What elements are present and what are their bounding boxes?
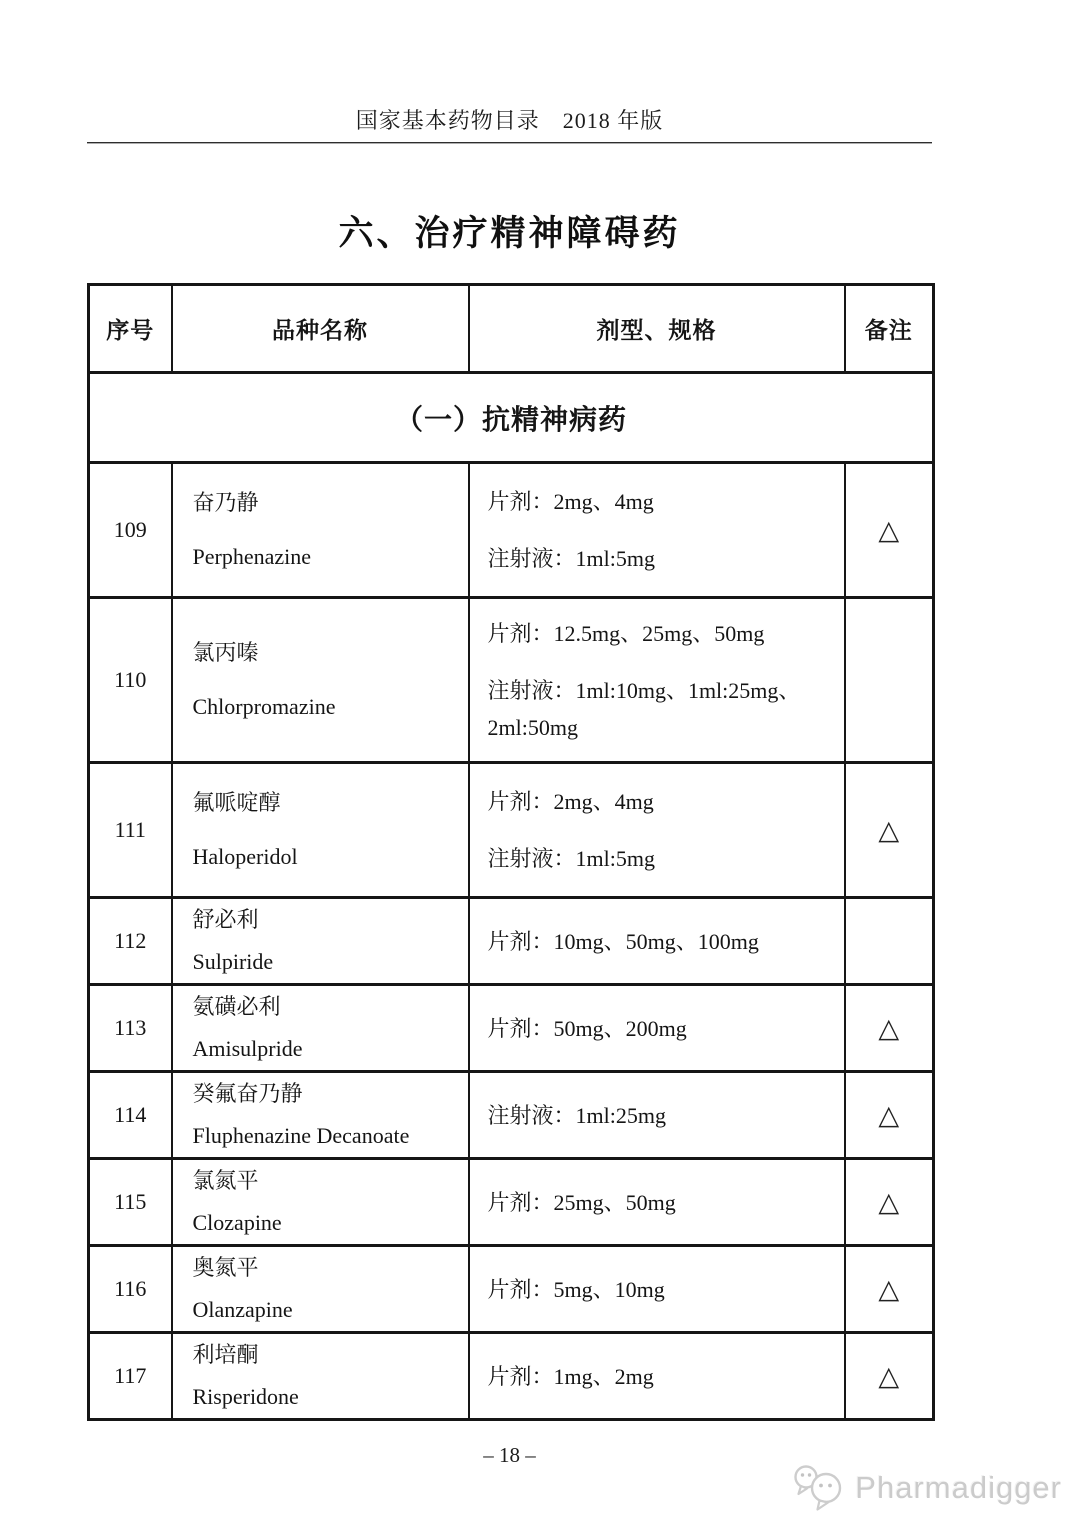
row-number: 117 <box>89 1333 172 1420</box>
drug-name-en: Fluphenazine Decanoate <box>192 1123 410 1148</box>
row-number: 115 <box>89 1159 172 1246</box>
spec-line: 片剂：25mg、50mg <box>487 1189 676 1215</box>
spec-line: 片剂：12.5mg、25mg、50mg <box>487 620 765 646</box>
group-header: （一）抗精神病药 <box>89 373 934 463</box>
drug-name-cn: 舒必利 <box>192 907 259 932</box>
drug-name-cell <box>172 898 469 985</box>
spec-cell <box>469 1159 845 1246</box>
drug-name-cell <box>172 985 469 1072</box>
spec-cell <box>469 1246 845 1333</box>
row-number: 111 <box>89 763 172 898</box>
row-number: 116 <box>89 1246 172 1333</box>
group-header-row <box>89 373 934 463</box>
spec-cell <box>469 763 845 898</box>
spec-cell <box>469 898 845 985</box>
drug-name-en: Perphenazine <box>192 544 311 569</box>
spec-line: 注射液：1ml:25mg <box>487 1102 666 1128</box>
drug-name-cn: 奋乃静 <box>192 490 259 515</box>
remark-cell <box>845 598 934 763</box>
table-row <box>89 1333 934 1420</box>
table-row <box>89 598 934 763</box>
remark-cell: △ <box>845 1333 934 1420</box>
spec-line: 片剂：1mg、2mg <box>487 1363 654 1389</box>
spec-cell <box>469 985 845 1072</box>
drug-name-en: Risperidone <box>192 1384 299 1409</box>
header-rule <box>87 142 932 144</box>
row-number: 110 <box>89 598 172 763</box>
drug-name-cell <box>172 1159 469 1246</box>
drug-name-en: Amisulpride <box>192 1036 303 1061</box>
remark-cell: △ <box>845 1159 934 1246</box>
running-head: 国家基本药物目录 2018 年版 <box>355 108 664 133</box>
drug-name-cn: 利培酮 <box>192 1342 259 1367</box>
column-header-remark: 备注 <box>845 285 934 373</box>
drug-name-cn: 癸氟奋乃静 <box>192 1081 303 1106</box>
spec-line: 注射液：1ml:10mg、1ml:25mg、2ml:50mg <box>487 677 801 740</box>
remark-cell: △ <box>845 463 934 598</box>
drug-name-cn: 氯氮平 <box>192 1168 259 1193</box>
spec-line: 片剂：2mg、4mg <box>487 789 654 814</box>
table-row <box>89 898 934 985</box>
remark-cell: △ <box>845 763 934 898</box>
drug-name-cn: 奥氮平 <box>192 1255 259 1280</box>
remark-cell: △ <box>845 1246 934 1333</box>
drug-table <box>87 283 935 1421</box>
section-title: 六、治疗精神障碍药 <box>338 214 681 253</box>
drug-name-cell <box>172 1333 469 1420</box>
row-number: 112 <box>89 898 172 985</box>
table-row <box>89 985 934 1072</box>
drug-name-en: Olanzapine <box>192 1297 293 1322</box>
row-number: 109 <box>89 463 172 598</box>
drug-name-en: Clozapine <box>192 1210 282 1235</box>
watermark <box>791 1462 1062 1514</box>
spec-line: 注射液：1ml:5mg <box>487 546 655 571</box>
remark-cell: △ <box>845 985 934 1072</box>
remark-cell <box>845 898 934 985</box>
column-header-spec: 剂型、规格 <box>469 285 845 373</box>
drug-name-cell <box>172 598 469 763</box>
page-content <box>87 0 932 1421</box>
spec-line: 片剂：2mg、4mg <box>487 489 654 514</box>
drug-name-cell <box>172 1246 469 1333</box>
column-header-no: 序号 <box>89 285 172 373</box>
spec-line: 片剂：50mg、200mg <box>487 1015 687 1041</box>
spec-cell <box>469 1333 845 1420</box>
spec-line: 注射液：1ml:5mg <box>487 846 655 871</box>
column-header-name: 品种名称 <box>172 285 469 373</box>
table-row <box>89 1072 934 1159</box>
spec-cell <box>469 1072 845 1159</box>
drug-name-en: Haloperidol <box>192 844 298 869</box>
spec-line: 片剂：10mg、50mg、100mg <box>487 928 759 954</box>
wechat-icon <box>791 1462 847 1514</box>
row-number: 114 <box>89 1072 172 1159</box>
drug-name-cn: 氨磺必利 <box>192 994 281 1019</box>
drug-name-en: Chlorpromazine <box>192 694 336 719</box>
table-row <box>89 763 934 898</box>
drug-name-cn: 氟哌啶醇 <box>192 790 281 815</box>
drug-name-cell <box>172 763 469 898</box>
table-row <box>89 1246 934 1333</box>
drug-name-en: Sulpiride <box>192 949 274 974</box>
table-header-row <box>89 285 934 373</box>
row-number: 113 <box>89 985 172 1072</box>
remark-cell: △ <box>845 1072 934 1159</box>
spec-cell <box>469 463 845 598</box>
drug-name-cell <box>172 463 469 598</box>
spec-line: 片剂：5mg、10mg <box>487 1276 665 1302</box>
page-number: – 18 – <box>483 1443 536 1467</box>
drug-name-cn: 氯丙嗪 <box>192 640 259 665</box>
table-row <box>89 1159 934 1246</box>
table-row <box>89 463 934 598</box>
spec-cell <box>469 598 845 763</box>
watermark-label: Pharmadigger <box>855 1470 1062 1505</box>
drug-name-cell <box>172 1072 469 1159</box>
